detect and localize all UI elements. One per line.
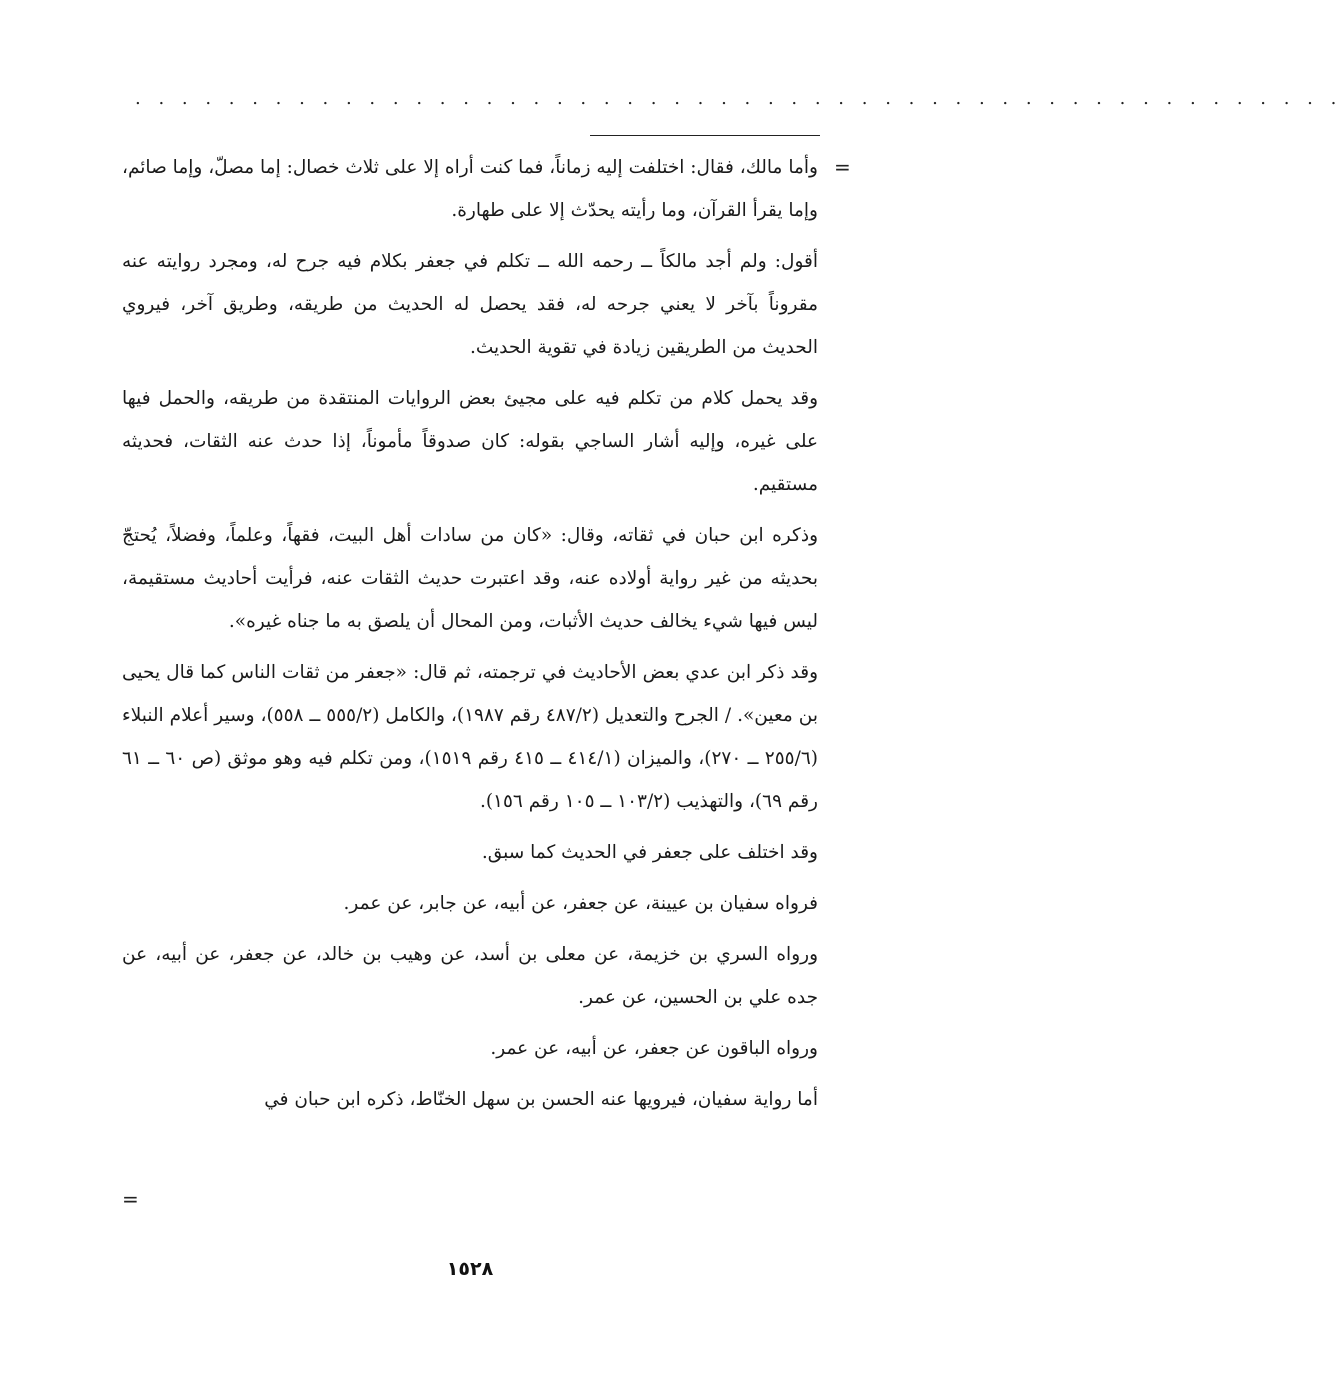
- paragraph-ibn-hibban: وذكره ابن حبان في ثقاته، وقال: «كان من سادات أهل البيت، فقهاً، وعلماً، وفضلاً، يُحتجّ بحديثه من غير رواية أولاده عنه، وقد اعتبرت حديث الثقات عنه، فرأيت أحاديث مستقيمة، ليس فيها شيء يخالف حديث الأثبات، ومن المحال أن يلصق به ما جناه غيره».: [122, 525, 818, 632]
- paragraph-sufyan-chain: فرواه سفيان بن عيينة، عن جعفر، عن أبيه، عن جابر، عن عمر.: [343, 893, 818, 914]
- page-number: ١٥٢٨: [446, 1258, 494, 1280]
- header-dotted-separator: . . . . . . . . . . . . . . . . . . . . . . . . . . . . . . . . . . . . . . . . . . . . . . . . . . . .: [135, 88, 1342, 109]
- paragraph-disagreement: وقد اختلف على جعفر في الحديث كما سبق.: [481, 842, 818, 863]
- page-body: [122, 146, 818, 1129]
- footnote-rule: [590, 135, 820, 136]
- paragraph-sari-chain: ورواه السري بن خزيمة، عن معلى بن أسد، عن وهيب بن خالد، عن جعفر، عن أبيه، عن جده علي بن الحسين، عن عمر.: [122, 944, 818, 1008]
- paragraph-malik: وأما مالك، فقال: اختلفت إليه زماناً، فما كنت أراه إلا على ثلاث خصال: إما مصلّ، وإما صائم، وإما يقرأ القرآن، وما رأيته يحدّث إلا على طهارة.: [122, 157, 818, 221]
- paragraph-author-comment: أقول: ولم أجد مالكاً ــ رحمه الله ــ تكلم في جعفر بكلام فيه جرح له، ومجرد روايته عنه مقروناً بآخر لا يعني جرحه له، فقد يحصل له الحديث من طريقه، وطريق آخر، فيروي الحديث من الطريقين زيادة في تقوية الحديث.: [122, 251, 818, 358]
- continuation-mark-bottom: =: [122, 1187, 139, 1211]
- paragraph-sufyan-narration: أما رواية سفيان، فيرويها عنه الحسن بن سهل الخنّاط، ذكره ابن حبان في: [264, 1089, 818, 1110]
- paragraph-saji: وقد يحمل كلام من تكلم فيه على مجيئ بعض الروايات المنتقدة من طريقه، والحمل فيها على غيره، وإليه أشار الساجي بقوله: كان صدوقاً مأموناً، إذا حدث عنه الثقات، فحديثه مستقيم.: [122, 388, 818, 495]
- paragraph-ibn-adi-references: وقد ذكر ابن عدي بعض الأحاديث في ترجمته، ثم قال: «جعفر من ثقات الناس كما قال يحيى بن معين». / الجرح والتعديل (٤٨٧/٢ رقم ١٩٨٧)، والكامل (٥٥٥/٢ ــ ٥٥٨)، وسير أعلام النبلاء (٢٥٥/٦ ــ ٢٧٠)، والميزان (٤١٤/١ ــ ٤١٥ رقم ١٥١٩)، ومن تكلم فيه وهو موثق (ص ٦٠ ــ ٦١ رقم ٦٩)، والتهذيب (١٠٣/٢ ــ ١٠٥ رقم ١٥٦).: [122, 662, 819, 812]
- continuation-mark-top: =: [834, 155, 851, 179]
- paragraph-others-chain: ورواه الباقون عن جعفر، عن أبيه، عن عمر.: [490, 1038, 818, 1059]
